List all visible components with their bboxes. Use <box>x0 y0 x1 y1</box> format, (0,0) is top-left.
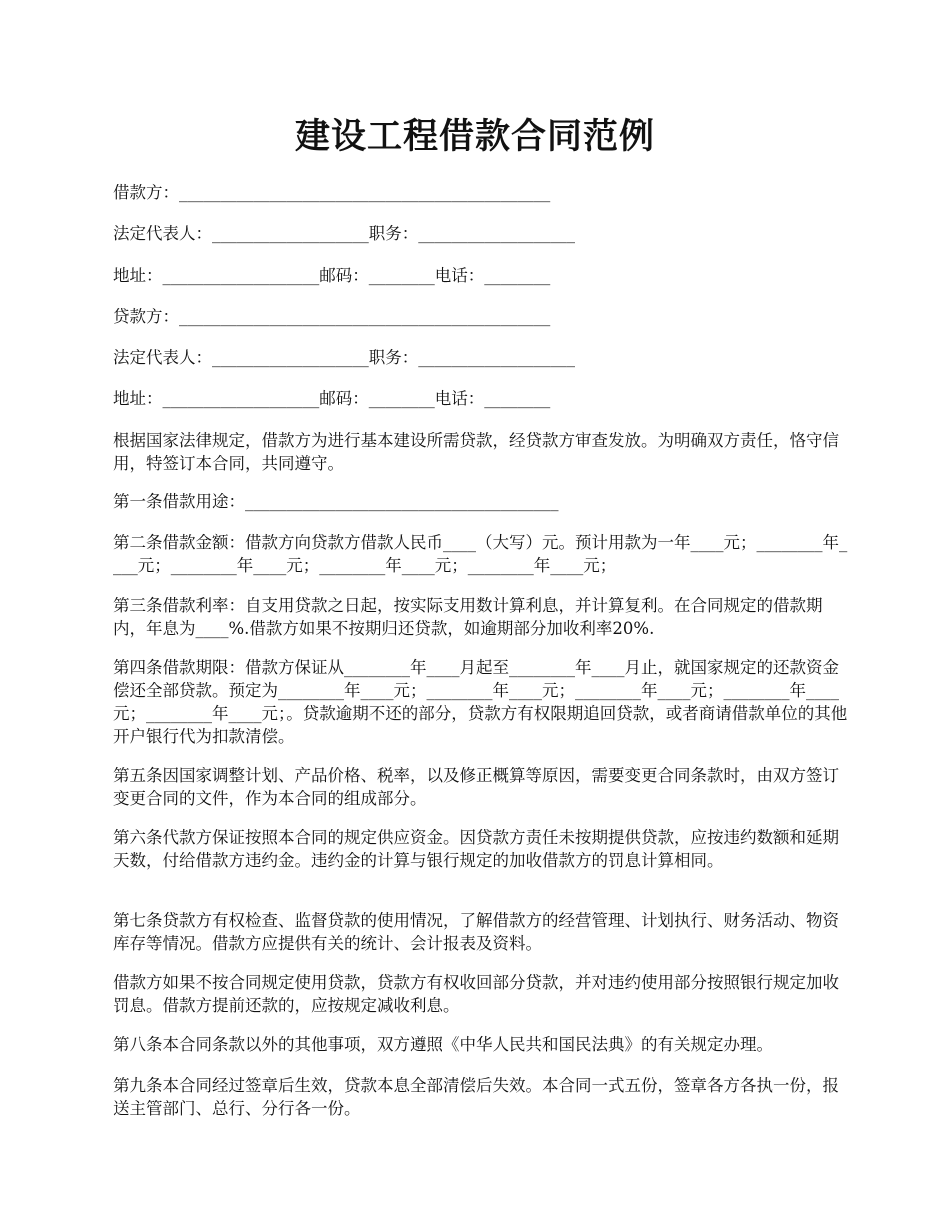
article-5-contract-changes: 第五条因国家调整计划、产品价格、税率，以及修正概算等原因，需要变更合同条款时，由双方签订变更合同的文件，作为本合同的组成部分。 <box>113 766 839 808</box>
lender-address-field: 地址：___________________邮码：________电话：________ <box>113 389 551 408</box>
lender-representative-field: 法定代表人：___________________职务：___________________ <box>113 348 575 367</box>
article-8-other-matters: 第八条本合同条款以外的其他事项，双方遵照《中华人民共和国民法典》的有关规定办理。 <box>113 1035 773 1054</box>
document-title: 建设工程借款合同范例 <box>294 116 655 157</box>
article-1-loan-purpose: 第一条借款用途：______________________________________ <box>113 492 559 511</box>
article-4-loan-term: 第四条借款期限：借款方保证从________年____月起至________年____月止，就国家规定的还款资金偿还全部贷款。预定为________年____元；________年____元；________年____元；________年____元；________年____元；。贷款逾期不还的部分，贷款方有权限期追回贷款，或者商请借款单位的其他开户银行代为扣款清偿。 <box>113 658 848 746</box>
article-3-interest-rate: 第三条借款利率：自支用贷款之日起，按实际支用数计算利息，并计算复利。在合同规定的借款期内，年息为____%.借款方如果不按期归还贷款，如逾期部分加收利率20%. <box>113 596 823 638</box>
borrower-representative-field: 法定代表人：___________________职务：___________________ <box>113 224 575 243</box>
preamble-paragraph: 根据国家法律规定，借款方为进行基本建设所需贷款，经贷款方审查发放。为明确双方责任，恪守信用，特签订本合同，共同遵守。 <box>113 431 839 473</box>
article-2-loan-amount: 第二条借款金额：借款方向贷款方借款人民币____（大写）元。预计用款为一年____元；________年____元；________年____元；________年____元；________年____元； <box>113 533 848 575</box>
article-9-effectiveness: 第九条本合同经过签章后生效，贷款本息全部清偿后失效。本合同一式五份，签章各方各执一份，报送主管部门、总行、分行各一份。 <box>113 1076 839 1118</box>
article-7-inspection-rights: 第七条贷款方有权检查、监督贷款的使用情况，了解借款方的经营管理、计划执行、财务活动、物资库存等情况。借款方应提供有关的统计、会计报表及资料。 <box>113 911 839 953</box>
lender-field: 贷款方：_____________________________________________ <box>113 307 551 326</box>
borrower-field: 借款方：_____________________________________________ <box>113 183 551 202</box>
misuse-penalty-paragraph: 借款方如果不按合同规定使用贷款，贷款方有权收回部分贷款，并对违约使用部分按照银行规定加收罚息。借款方提前还款的，应按规定减收利息。 <box>113 973 839 1015</box>
borrower-address-field: 地址：___________________邮码：________电话：________ <box>113 266 551 285</box>
article-6-lender-obligations: 第六条代款方保证按照本合同的规定供应资金。因贷款方责任未按期提供贷款，应按违约数额和延期天数，付给借款方违约金。违约金的计算与银行规定的加收借款方的罚息计算相同。 <box>113 828 839 870</box>
